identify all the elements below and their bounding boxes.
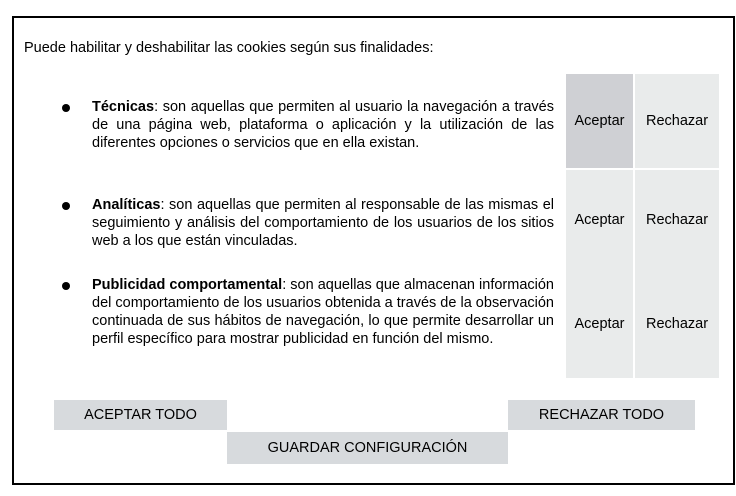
save-settings-button[interactable]: GUARDAR CONFIGURACIÓN bbox=[227, 432, 508, 464]
category-name: Analíticas bbox=[92, 197, 161, 213]
bullet-icon bbox=[62, 282, 70, 290]
category-tecnicas bbox=[92, 98, 554, 152]
reject-all-button[interactable]: RECHAZAR TODO bbox=[508, 400, 695, 430]
accept-analiticas-button[interactable]: Aceptar bbox=[566, 170, 633, 270]
accept-tecnicas-button[interactable]: Aceptar bbox=[566, 74, 633, 168]
bullet-icon bbox=[62, 104, 70, 112]
category-description: : son aquellas que almacenan información del comportamiento de los usuarios obtenida a través de la observación continuada de sus hábitos de navegación, lo que permite desarrollar un perfil específico para mostrar publicidad en función del mismo. bbox=[92, 277, 554, 347]
accept-publicidad-button[interactable]: Aceptar bbox=[566, 270, 633, 378]
category-publicidad bbox=[92, 276, 554, 348]
intro-text: Puede habilitar y deshabilitar las cookies según sus finalidades: bbox=[24, 40, 434, 56]
category-description: : son aquellas que permiten al usuario la navegación a través de una página web, plataforma o aplicación y la utilización de las diferentes opciones o servicios que en ella existan. bbox=[92, 99, 554, 151]
reject-analiticas-button[interactable]: Rechazar bbox=[635, 170, 719, 270]
accept-all-button[interactable]: ACEPTAR TODO bbox=[54, 400, 227, 430]
reject-tecnicas-button[interactable]: Rechazar bbox=[635, 74, 719, 168]
category-analiticas bbox=[92, 196, 554, 250]
category-description: : son aquellas que permiten al responsable de las mismas el seguimiento y análisis del comportamiento de los usuarios de los sitios web a los que están vinculadas. bbox=[92, 197, 554, 249]
bullet-icon bbox=[62, 202, 70, 210]
category-name: Técnicas bbox=[92, 99, 155, 115]
category-name: Publicidad comportamental bbox=[92, 277, 283, 293]
reject-publicidad-button[interactable]: Rechazar bbox=[635, 270, 719, 378]
cookie-settings-panel bbox=[12, 16, 735, 485]
